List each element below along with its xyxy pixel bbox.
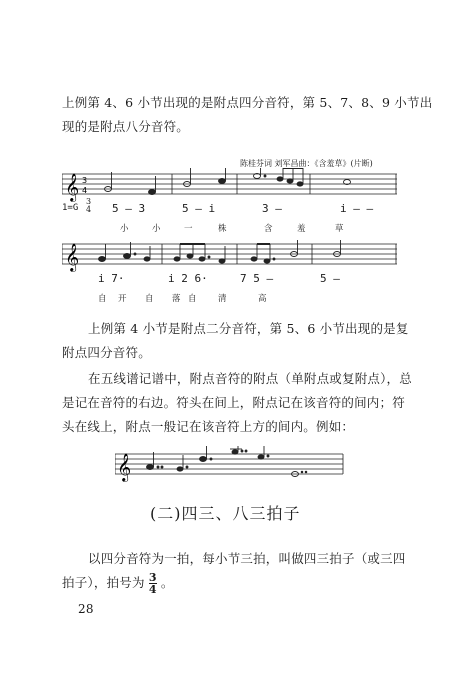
row-2-lyric-2: 开 bbox=[118, 294, 127, 304]
row-1-measure-2: 5 — i bbox=[182, 202, 216, 215]
row-1-lyric-4: 株 bbox=[218, 224, 227, 234]
row-1-meter bbox=[86, 198, 91, 214]
row-1-meter-bottom: 4 bbox=[86, 205, 92, 214]
svg-text:4: 4 bbox=[82, 186, 88, 195]
svg-text:𝄞: 𝄞 bbox=[65, 173, 80, 201]
row-1-lyric-7: 草 bbox=[335, 224, 344, 234]
paragraph-4-line-2-suffix: 。 bbox=[160, 575, 174, 590]
paragraph-2-line-1: 上例第 4 小节是附点二分音符，第 5、6 小节出现的是复 bbox=[88, 321, 409, 336]
row-2-measure-2: i 2 6· bbox=[168, 272, 208, 285]
paragraph-4-line-2-prefix: 拍子），拍号为 bbox=[62, 575, 145, 590]
row-2-measure-4: 5 — bbox=[320, 272, 340, 285]
row-1-lyric-2: 小 bbox=[152, 224, 161, 234]
row-2-lyric-4: 落 bbox=[172, 294, 181, 304]
row-2-lyric-7: 高 bbox=[258, 294, 267, 304]
time-signature-fraction bbox=[149, 572, 157, 595]
row-2-lyric-3: 自 bbox=[145, 294, 154, 304]
svg-text:3: 3 bbox=[82, 176, 88, 185]
svg-text:𝄞: 𝄞 bbox=[65, 243, 80, 271]
row-1-lyric-1: 小 bbox=[120, 224, 129, 234]
row-2-lyric-5: 自 bbox=[188, 294, 197, 304]
row-2-measure-3: 7 5 — bbox=[240, 272, 274, 285]
row-1-lyric-3: 一 bbox=[184, 224, 193, 234]
page-number: 28 bbox=[78, 602, 94, 616]
paragraph-1-line-2: 现的是附点八分音符。 bbox=[62, 119, 190, 134]
row-2-lyric-1: 自 bbox=[98, 294, 107, 304]
paragraph-1-line-1: 上例第 4、6 小节出现的是附点四分音符，第 5、7、8、9 小节出 bbox=[62, 95, 433, 110]
paragraph-4-line-2 bbox=[62, 572, 174, 595]
score-credit: 陈桂芬词 刘军昌曲：《含羞草》(片断) bbox=[240, 159, 373, 168]
row-2-lyric-6: 清 bbox=[218, 294, 227, 304]
row-2-measure-1: i 7· bbox=[98, 272, 125, 285]
paragraph-3-line-3: 头在线上，附点一般记在该音符上方的间内。例如： bbox=[62, 419, 355, 434]
paragraph-4-line-1: 以四分音符为一拍，每小节三拍，叫做四三拍子（或三四 bbox=[88, 551, 406, 566]
row-1-lyric-5: 含 bbox=[264, 224, 273, 234]
row-1-measure-4: i — — bbox=[340, 202, 374, 215]
row-1-meter-top: 3 bbox=[86, 197, 92, 206]
row-1-measure-3: 3 — bbox=[262, 202, 282, 215]
svg-text:𝄞: 𝄞 bbox=[117, 453, 132, 481]
time-signature-bottom: 4 bbox=[148, 583, 157, 596]
paragraph-3-line-2: 是记在音符的右边。符头在间上，附点记在该音符的间内；符 bbox=[62, 395, 405, 410]
row-1-measure-1: 5 — 3 bbox=[112, 202, 146, 215]
section-heading: (二)四三、八三拍子 bbox=[150, 504, 301, 523]
row-1-key: 1=G bbox=[62, 203, 79, 213]
time-signature-top: 3 bbox=[148, 571, 157, 584]
paragraph-2-line-2: 附点四分音符。 bbox=[62, 345, 151, 360]
row-1-lyric-6: 羞 bbox=[297, 224, 306, 234]
dotted-note-example-staff bbox=[115, 446, 345, 482]
paragraph-3-line-1: 在五线谱记谱中，附点音符的附点（单附点或复附点），总 bbox=[88, 371, 412, 386]
